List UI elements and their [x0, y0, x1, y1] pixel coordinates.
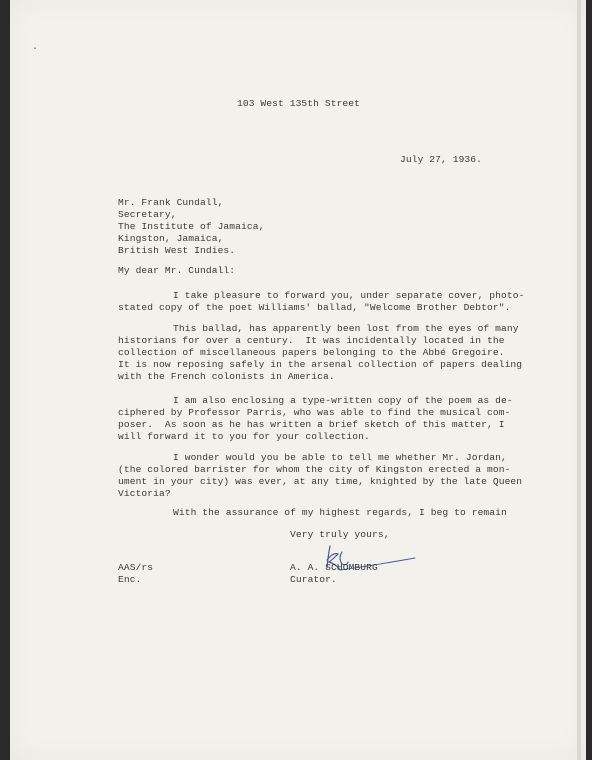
recipient-line: Mr. Frank Cundall,	[118, 197, 224, 208]
paragraph-line: With the assurance of my highest regards, I beg to remain	[173, 507, 507, 518]
paragraph-line: (the colored barrister for whom the city of Kingston erected a mon-	[118, 464, 511, 475]
paragraph-line: I take pleasure to forward you, under separate cover, photo-	[173, 290, 525, 301]
salutation: My dear Mr. Cundall:	[118, 265, 236, 276]
recipient-line: Secretary,	[118, 209, 177, 220]
paragraph-line: with the French colonists in America.	[118, 371, 335, 382]
letter-body	[10, 0, 586, 760]
recipient-line: The Institute of Jamaica,	[118, 221, 265, 232]
enclosure-note: Enc.	[118, 574, 142, 585]
signer-title: Curator.	[290, 574, 337, 585]
paragraph-line: collection of miscellaneous papers belonging to the Abbé Gregoire.	[118, 347, 505, 358]
signer-name: A. A. SCHOMBURG	[290, 562, 378, 573]
page-edge	[577, 0, 581, 760]
paragraph-line: ciphered by Professor Parris, who was able to find the musical com-	[118, 407, 511, 418]
paragraph-line: will forward it to you for your collection.	[118, 431, 370, 442]
paragraph-line: poser. As soon as he has written a brief sketch of this matter, I	[118, 419, 505, 430]
recipient-line: Kingston, Jamaica,	[118, 233, 224, 244]
paragraph-line: I wonder would you be able to tell me whether Mr. Jordan,	[173, 452, 507, 463]
paragraph-line: I am also enclosing a type-written copy of the poem as de-	[173, 395, 513, 406]
paragraph-line: Victoria?	[118, 488, 171, 499]
paragraph-line: stated copy of the poet Williams' ballad, "Welcome Brother Debtor".	[118, 302, 511, 313]
paragraph-line: ument in your city) was ever, at any time, knighted by the late Queen	[118, 476, 523, 487]
paragraph-line: It is now reposing safely in the arsenal collection of papers dealing	[118, 359, 523, 370]
sender-address: 103 West 135th Street	[237, 98, 361, 109]
letter-date: July 27, 1936.	[400, 154, 483, 165]
paragraph-line: historians for over a century. It was incidentally located in the	[118, 335, 505, 346]
paragraph-line: This ballad, has apparently been lost from the eyes of many	[173, 323, 519, 334]
letter-page	[10, 0, 586, 760]
closing: Very truly yours,	[290, 529, 390, 540]
recipient-line: British West Indies.	[118, 245, 236, 256]
paper-speck: ·	[32, 44, 39, 55]
typist-initials: AAS/rs	[118, 562, 154, 573]
